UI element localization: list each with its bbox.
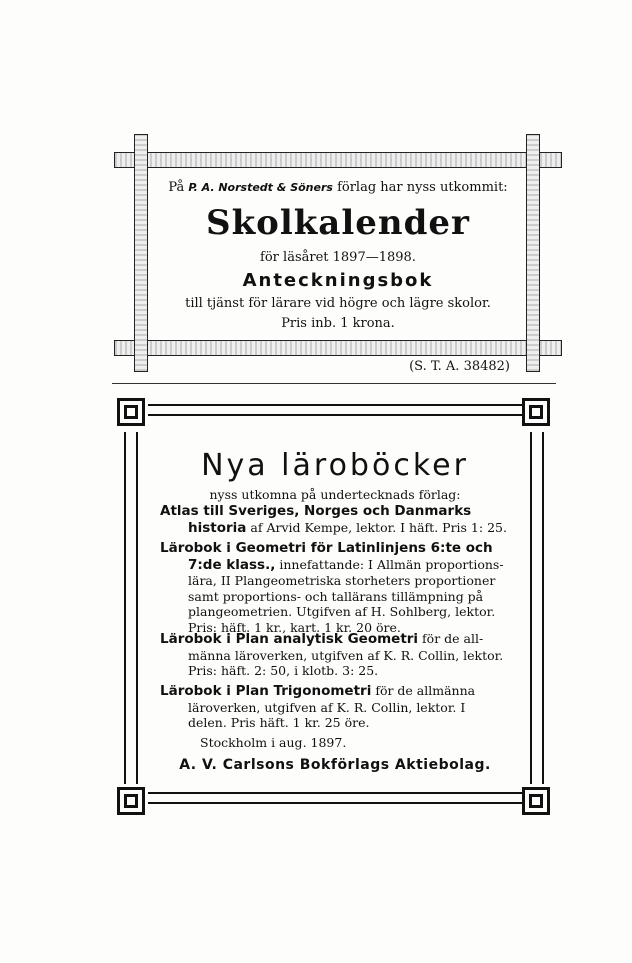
book-entry-analytisk [160,631,516,679]
frame2-top-line-inner [148,414,522,416]
frame-bottom-rail [114,340,562,356]
book-desc: för de all- [422,631,484,646]
ad2-imprint: A. V. Carlsons Bokförlags Aktiebolag. [179,757,491,773]
book-desc-line: samt proportions- och tallärans tillämpning på [188,588,484,604]
ad1-title: Skolkalender [206,203,470,243]
book-desc-line: plangeometrien. Utgifven af H. Sohlberg, lektor. [188,604,496,619]
ad1-price: Pris inb. 1 krona. [281,316,395,331]
book-title: Atlas till Sveriges, Norges och Danmarks [160,503,472,519]
book-title-cont: historia [188,519,247,536]
book-title-cont: 7:de klass., [188,556,276,573]
book-desc: af Arvid Kempe, lektor. I häft. Pris 1: 25. [250,519,507,535]
book-desc-line: läroverken, utgifven af K. R. Collin, lektor. I [188,699,466,715]
book-entry-trigonometri [160,683,516,731]
ad1-intro-prefix: På [168,180,185,195]
frame2-left-line [124,432,126,784]
book-desc-line: Pris: häft. 2: 50, i klotb. 3: 25. [188,663,379,678]
ad2-subtitle: nyss utkomna på undertecknads förlag: [209,487,461,502]
frame2-corner-top-left [117,398,145,426]
ad1-publisher: P. A. Norstedt & Söners [188,181,333,194]
ad1-service: till tjänst för lärare vid högre och lägre skolor. [185,296,491,311]
ad1-ref: (S. T. A. 38482) [409,359,510,374]
book-entry-atlas [160,504,516,536]
book-entry-geometri [160,541,516,635]
frame2-corner-bottom-right [522,787,550,815]
frame-right-post [526,134,540,372]
ad2-title: Nya läroböcker [201,448,469,483]
ad1-subtitle: Anteckningsbok [242,270,434,291]
frame2-bottom-line-inner [148,802,522,804]
frame2-right-line-inner [542,432,544,784]
book-desc-line: männa läroverken, utgifven af K. R. Collin, lektor. [188,647,504,663]
ad1-intro [148,180,528,195]
book-desc-line: lära, II Plangeometriska storheters proportioner [188,573,496,588]
frame2-right-line [530,432,532,784]
book-title: Lärobok i Geometri för Latinlinjens 6:te och [160,540,493,556]
frame-left-post [134,134,148,372]
book-desc: innefattande: I Allmän proportions- [279,556,504,572]
book-desc-line: delen. Pris häft. 1 kr. 25 öre. [188,715,370,730]
book-desc-line: Pris: häft. 1 kr., kart. 1 kr. 20 öre. [188,619,401,635]
book-title: Lärobok i Plan analytisk Geometri [160,631,419,647]
ad2-place-date: Stockholm i aug. 1897. [200,735,347,750]
frame2-bottom-line [148,792,522,794]
separator-rule [112,383,556,384]
frame2-top-line [148,404,522,406]
ad1-intro-suffix: förlag har nyss utkommit: [337,180,508,195]
frame2-corner-bottom-left [117,787,145,815]
ad1-year: för läsåret 1897—1898. [260,250,416,265]
frame2-corner-top-right [522,398,550,426]
book-desc: för de allmänna [375,683,476,698]
frame2-left-line-inner [136,432,138,784]
book-title: Lärobok i Plan Trigonometri [160,683,372,699]
frame-top-rail [114,152,562,168]
